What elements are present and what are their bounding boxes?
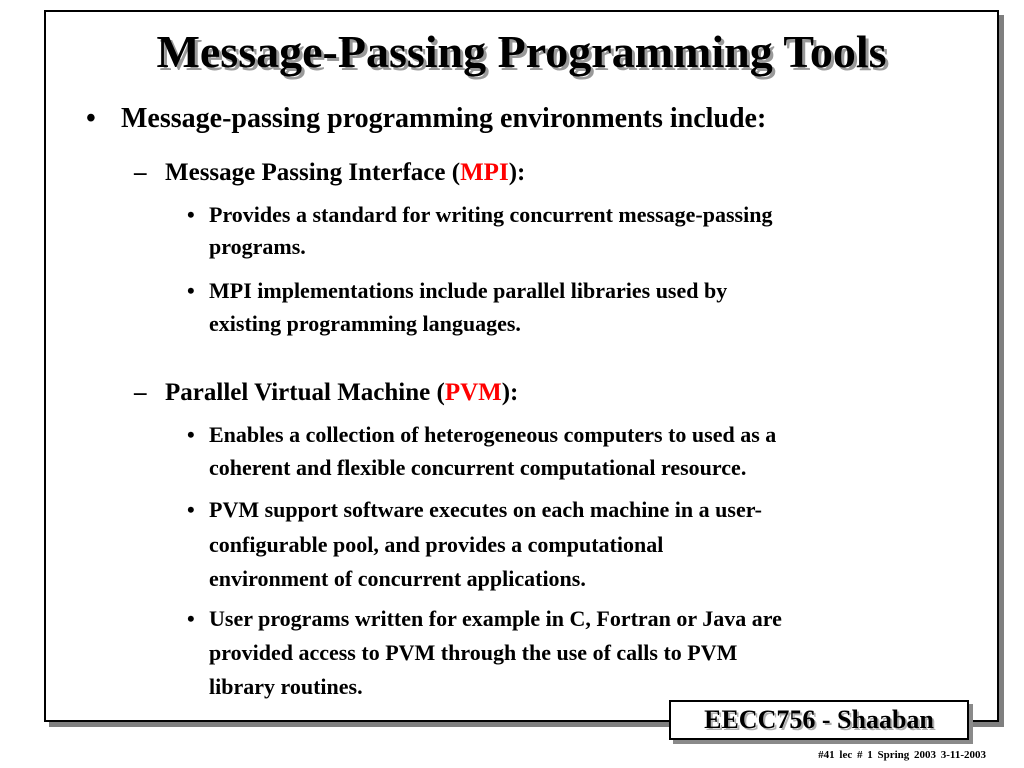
mpi-item-2-line-2: existing programming languages. xyxy=(209,311,521,336)
pvm-item-2-marker: • xyxy=(187,497,195,522)
mpi-item-1-line-2: programs. xyxy=(209,234,306,259)
pvm-heading xyxy=(165,377,518,409)
mpi-item-1-line-1: Provides a standard for writing concurrent message-passing xyxy=(209,202,773,227)
pvm-item-2-line-1: PVM support software executes on each machine in a user- xyxy=(209,497,762,522)
pvm-heading-prefix: Parallel Virtual Machine ( xyxy=(165,379,445,406)
mpi-heading-suffix: ): xyxy=(508,159,526,186)
course-label: EECC756 - Shaaban xyxy=(704,705,934,734)
pvm-heading-suffix: ): xyxy=(501,379,519,406)
pvm-item-2-line-2: configurable pool, and provides a computational xyxy=(209,532,664,557)
mpi-item-2-marker: • xyxy=(187,278,195,303)
pvm-item-3-line-1: User programs written for example in C, Fortran or Java are xyxy=(209,606,782,631)
pvm-item-1-line-1: Enables a collection of heterogeneous computers to used as a xyxy=(209,422,777,447)
pvm-item-3-line-2: provided access to PVM through the use of calls to PVM xyxy=(209,640,738,665)
pvm-item-1-marker: • xyxy=(187,422,195,447)
pvm-item-3-marker: • xyxy=(187,606,195,631)
pvm-item-3-line-3: library routines. xyxy=(209,674,363,699)
main-bullet-text: Message-passing programming environments include: xyxy=(121,103,767,134)
pvm-item-1-line-2: coherent and flexible concurrent computational resource. xyxy=(209,455,747,480)
slide-title: Message-Passing Programming Tools xyxy=(156,26,887,77)
mpi-acronym: MPI xyxy=(460,159,509,186)
mpi-heading xyxy=(165,157,525,189)
mpi-heading-prefix: Message Passing Interface ( xyxy=(165,159,461,186)
pvm-item-2-line-3: environment of concurrent applications. xyxy=(209,566,586,591)
mpi-item-1-marker: • xyxy=(187,202,195,227)
course-label-box xyxy=(669,700,969,740)
pvm-dash-marker: – xyxy=(134,379,147,406)
mpi-dash-marker: – xyxy=(134,159,147,186)
main-bullet-marker: • xyxy=(86,103,96,134)
pvm-acronym: PVM xyxy=(444,379,502,406)
mpi-item-2-line-1: MPI implementations include parallel libraries used by xyxy=(209,278,728,303)
slide-meta: #41 lec # 1 Spring 2003 3-11-2003 xyxy=(818,749,986,761)
